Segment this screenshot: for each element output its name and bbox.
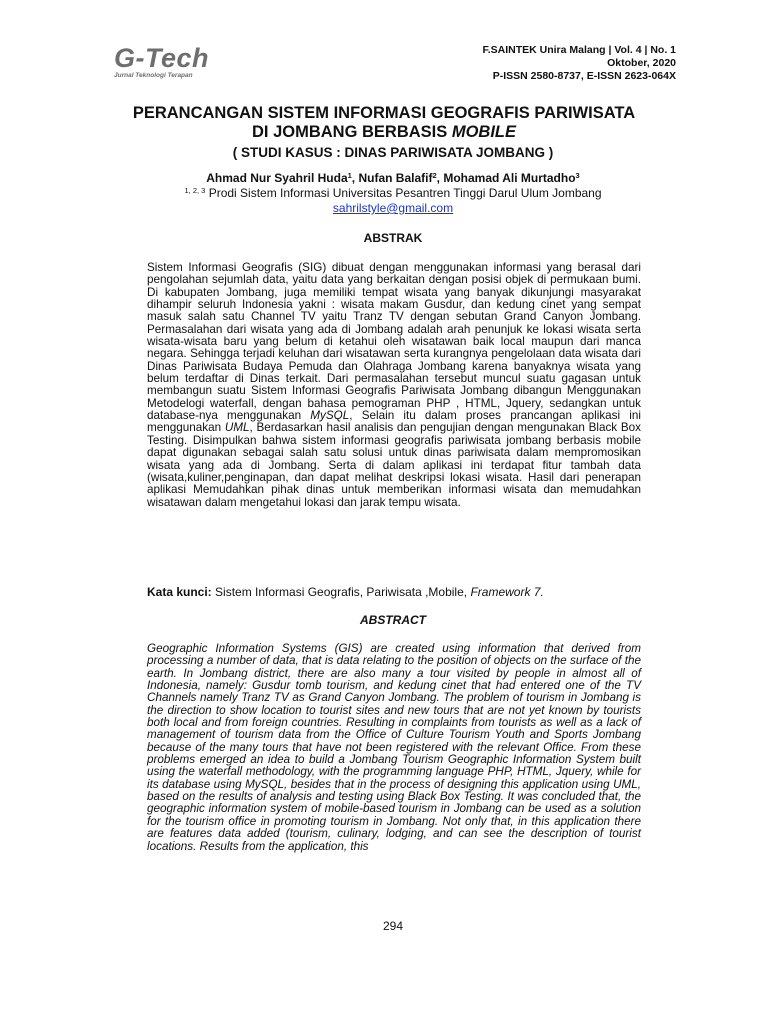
journal-volume-line: F.SAINTEK Unira Malang | Vol. 4 | No. 1: [482, 44, 676, 56]
abstrak-italic-uml: UML: [224, 421, 250, 435]
journal-date-line: Oktober, 2020: [607, 57, 676, 69]
affiliation: [0, 186, 768, 201]
author-email-link[interactable]: sahrilstyle@gmail.com: [332, 201, 454, 215]
author-block: [0, 171, 768, 216]
abstract-body: Geographic Information Systems (GIS) are created using information that derived from processing a number of data, that is data relating to the position of objects on the surface of the earth. In Jombang district, there are also many a tour visited by people in almost all of Indonesia, namely: Gusdur tomb tourism, and kedung cinet that had entered one of the TV Channels namely Tranz TV as Grand Canyon Jombang. The problem of tourism in Jombang is the direction to show location to tourist sites and new tours that are not yet known by tourists both local and from foreign countries. Resulting in complaints from tourists as well as a lack of management of tourism data from the Office of Culture Tourism Youth and Sports Jombang because of the many tours that have not been registered with the relevant Office. From these problems emerged an idea to build a Jombang Tourism Geographic Information System built using the waterfall methodology, with the programming language PHP, HTML, Jquery, while for its database using MySQL, besides that in the process of designing this application using UML, based on the results of analysis and testing using Black Box Testing. It was concluded that, the geographic information system of mobile-based tourism in Jombang can be used as a solution for the tourism office in promoting tourism in Jombang. Not only that, in this application there are features data added (tourism, culinary, lodging, and can see the description of tourist locations. Results from the application, this: [147, 642, 641, 853]
abstrak-heading: ABSTRAK: [363, 231, 423, 245]
affiliation-sup: 1, 2, 3: [184, 186, 206, 195]
email-line: [0, 201, 768, 216]
title-line-1: PERANCANGAN SISTEM INFORMASI GEOGRAFIS PARIWISATA: [132, 104, 636, 122]
author-2: Nufan Balafif: [358, 171, 433, 185]
title-line-2-italic: MOBILE: [451, 123, 517, 141]
logo-tagline: Jurnal Teknologi Terapan: [114, 72, 193, 79]
keywords-text: Sistem Informasi Geografis, Pariwisata ,Mobile,: [211, 585, 471, 599]
paper-title: [0, 104, 768, 142]
abstract-heading: ABSTRACT: [360, 613, 426, 627]
abstrak-body: [147, 262, 641, 509]
author-1: Ahmad Nur Syahril Huda: [206, 171, 348, 185]
keywords-line: [147, 585, 641, 599]
affiliation-text: Prodi Sistem Informasi Universitas Pesantren Tinggi Darul Ulum Jombang: [208, 186, 602, 200]
journal-logo: [114, 44, 209, 80]
logo-wordmark: G-Tech: [114, 43, 210, 73]
paper-subtitle: ( STUDI KASUS : DINAS PARIWISATA JOMBANG ): [232, 145, 554, 160]
keywords-label: Kata kunci:: [147, 585, 212, 599]
abstrak-italic-mysql: MySQL: [310, 409, 350, 423]
title-line-2-text: DI JOMBANG BERBASIS: [251, 123, 452, 141]
journal-issn-line: P-ISSN 2580-8737, E-ISSN 2623-064X: [492, 70, 676, 82]
keywords-italic: Framework 7.: [470, 585, 544, 599]
author-2-sup: 2: [432, 171, 437, 180]
title-line-2: [0, 123, 768, 142]
abstrak-text-part-1: Sistem Informasi Geografis (SIG) dibuat dengan menggunakan informasi yang berasal dari pengolahan sejumlah data, yaitu data yang berkaitan dengan posisi objek di permukaan bumi. Di kabupaten Jombang, juga memiliki tempat wisata yang banyak dikunjungi masyarakat dihampir seluruh Indonesia yakni : wisata makam Gusdur, dan kedung cinet yang sempat masuk salah satu Channel TV yaitu Tranz TV dengan sebutan Grand Canyon Jombang. Permasalahan dari wisata yang ada di Jombang adalah arah penunjuk ke lokasi wisata serta wisata-wisata baru yang belum di ketahui oleh wisatawan baik local maupun dari manca negara. Sehingga terjadi keluhan dari wisatawan serta kurangnya pengelolaan data wisata dari Dinas Pariwisata Budaya Pemuda dan Olahraga Jombang karena banyaknya wisata yang belum terdaftar di Dinas terkait. Dari permasalahan tersebut muncul suatu gagasan untuk membangun suatu Sistem Informasi Geografis Pariwisata Jombang dibangun Menggunakan Metodelogi waterfall, dengan bahasa pemograman PHP , HTML, Jquery, sedangkan untuk database-nya menggunakan: [147, 261, 641, 423]
author-1-sup: 1: [347, 171, 352, 180]
author-3-sup: 3: [575, 171, 580, 180]
abstrak-text-part-3: , Berdasarkan hasil analisis dan pengujian dengan mengunakan Black Box Testing. Disimpulkan bahwa sistem informasi geografis pariwisata jombang berbasis mobile dapat digunakan sebagai salah satu solusi untuk dinas pariwisata dalam mempromosikan wisata yang ada di Jombang. Serta di dalam aplikasi ini terdapat fitur tambah data (wisata,kuliner,penginapan, dan dapat melihat deskripsi lokasi wisata. Hasil dari penerapan aplikasi Memudahkan pihak dinas untuk memberikan informasi wisata dan memudahkan wisatawan dalam mengetahui lokasi dan jarak tempu wisata.: [147, 421, 642, 509]
abstrak-text-part-2: , Selain itu dalam proses prancangan aplikasi ini menggunakan: [147, 409, 641, 435]
author-names: Ahmad Nur Syahril Huda$^1$, Nufan Balafif$^2$, Mohamad Ali Murtadho$^3$: [206, 171, 580, 185]
page-number: 294: [382, 919, 404, 933]
journal-info: [482, 44, 676, 83]
author-3: Mohamad Ali Murtadho: [443, 171, 576, 185]
